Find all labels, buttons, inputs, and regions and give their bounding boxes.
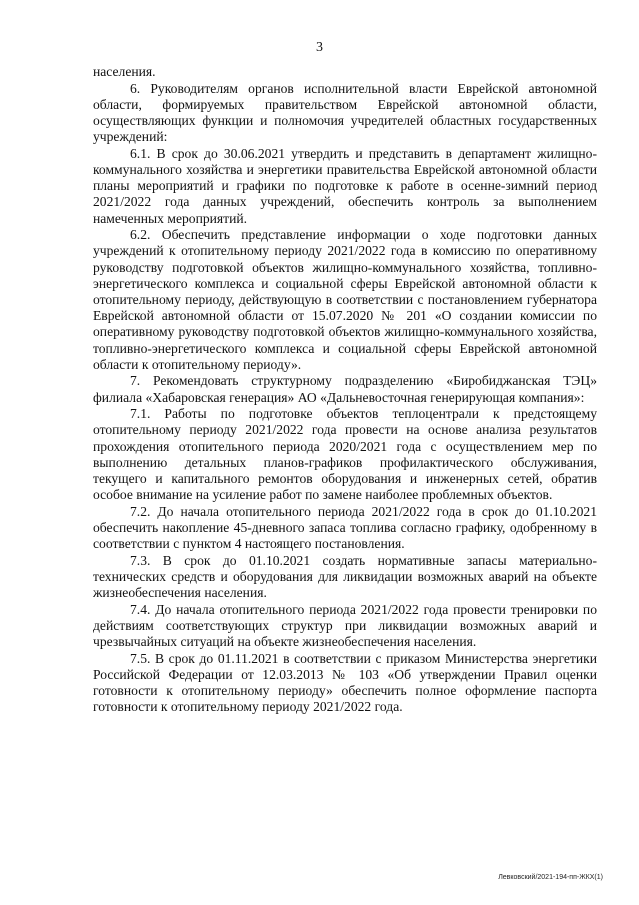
paragraph-item-7-4: 7.4. До начала отопительного периода 2021/2022 года провести тренировки по действиям соответствующих структур при ликвидации возможных аварий и чрезвычайных ситуаций на объекте жизнеобеспечения населения. xyxy=(93,601,597,650)
paragraph-item-6-2: 6.2. Обеспечить представление информации о ходе подготовки данных учреждений к отопительному периоду 2021/2022 года в комиссию по оперативному руководству подготовкой объектов жилищно-коммунального хозяйства, топливно-энергетического комплекса и социальной сферы Еврейской автономной области к отопительному периоду, действующую в соответствии с постановлением губернатора Еврейской автономной области от 15.07.2020 № 201 «О создании комиссии по оперативному руководству подготовкой объектов жилищно-коммунального хозяйства, топливно-энергетического комплекса и социальной сферы Еврейской автономной области к отопительному периоду». xyxy=(93,227,597,372)
document-footer-reference: Левковский/2021-194-пп-ЖКХ(1) xyxy=(498,874,603,881)
page-number: 3 xyxy=(316,40,323,55)
paragraph-item-6: 6. Руководителям органов исполнительной власти Еврейской автономной области, формируемых правительством Еврейской автономной области, осуществляющих функции и полномочия учредителей областных государственных учреждений: xyxy=(93,80,597,145)
paragraph-item-7-3: 7.3. В срок до 01.10.2021 создать нормативные запасы материально-технических средств и оборудования для ликвидации возможных аварий на объекте жизнеобеспечения населения. xyxy=(93,552,597,601)
paragraph-item-6-1: 6.1. В срок до 30.06.2021 утвердить и представить в департамент жилищно-коммунального хозяйства и энергетики правительства Еврейской автономной области планы мероприятий и графики по подготовке к работе в осенне-зимний период 2021/2022 года данных учреждений, обеспечить контроль за выполнением намеченных мероприятий. xyxy=(93,145,597,226)
paragraph-item-7-5: 7.5. В срок до 01.11.2021 в соответствии с приказом Министерства энергетики Российской Федерации от 12.03.2013 № 103 «Об утверждении Правил оценки готовности к отопительному периоду» обеспечить полное оформление паспорта готовности к отопительному периоду 2021/2022 года. xyxy=(93,650,597,715)
paragraph-continuation: населения. xyxy=(93,64,156,79)
paragraph-item-7: 7. Рекомендовать структурному подразделению «Биробиджанская ТЭЦ» филиала «Хабаровская генерация» АО «Дальневосточная генерирующая компания»: xyxy=(93,373,597,405)
document-body xyxy=(93,64,597,716)
paragraph-item-7-2: 7.2. До начала отопительного периода 2021/2022 года в срок до 01.10.2021 обеспечить накопление 45-дневного запаса топлива согласно графику, одобренному в соответствии с пунктом 4 настоящего постановления. xyxy=(93,503,597,552)
paragraph-item-7-1: 7.1. Работы по подготовке объектов теплоцентрали к предстоящему отопительному периоду 2021/2022 года провести на основе анализа результатов прохождения отопительного периода 2020/2021 года с осуществлением мер по выполнению детальных планов-графиков профилактического обслуживания, текущего и капитального ремонтов оборудования и инженерных сетей, обратив особое внимание на усиление работ по замене наиболее проблемных объектов. xyxy=(93,406,597,503)
